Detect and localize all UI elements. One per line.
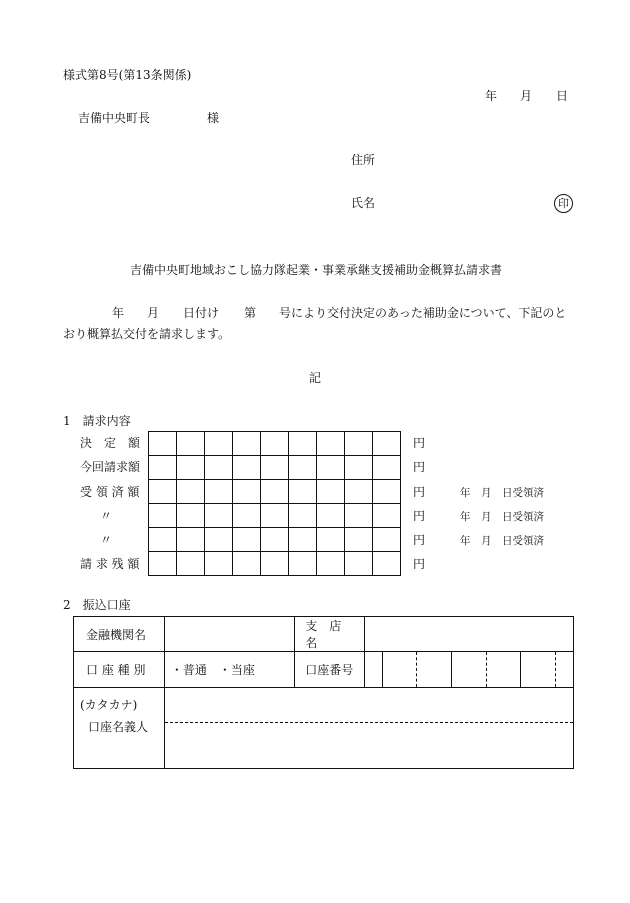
date-day: 日 xyxy=(556,89,569,103)
unit-yen: 円 xyxy=(413,436,426,450)
body-day: 日付け xyxy=(183,306,220,320)
unit-yen: 円 xyxy=(413,557,426,571)
body-year: 年 xyxy=(112,306,125,320)
holder-label-cell xyxy=(74,688,165,769)
account-type-label: 口 座 種 別 xyxy=(74,652,165,688)
amount-grid xyxy=(148,431,401,576)
received-note: 年 月 日受領済 xyxy=(460,487,544,499)
bank-table xyxy=(73,616,574,769)
row-label: 〃 xyxy=(100,509,113,523)
unit-yen: 円 xyxy=(413,509,426,523)
holder-kana-field[interactable] xyxy=(165,688,573,723)
unit-yen: 円 xyxy=(413,460,426,474)
date-month: 月 xyxy=(520,89,533,103)
address-label: 住所 xyxy=(351,153,376,167)
section2-heading: 2 振込口座 xyxy=(63,598,131,612)
account-type-options[interactable]: ・普通 ・当座 xyxy=(164,652,294,688)
bank-name-label: 金融機関名 xyxy=(74,617,165,652)
account-number-field[interactable] xyxy=(364,652,573,688)
holder-label: 口座名義人 xyxy=(88,720,149,734)
body-dai: 第 xyxy=(244,306,257,320)
date-year: 年 xyxy=(485,89,498,103)
document-title: 吉備中央町地域おこし協力隊起業・事業承継支援補助金概算払請求書 xyxy=(130,263,503,277)
body-line2: おり概算払交付を請求します。 xyxy=(63,327,231,341)
body-month: 月 xyxy=(147,306,160,320)
row-label: 受 領 済 額 xyxy=(80,485,140,499)
received-note: 年 月 日受領済 xyxy=(460,535,544,547)
account-number-label: 口座番号 xyxy=(295,652,365,688)
honorific: 様 xyxy=(207,111,220,125)
unit-yen: 円 xyxy=(413,533,426,547)
branch-field[interactable] xyxy=(364,617,573,652)
kana-label: (カタカナ) xyxy=(80,698,138,712)
bank-name-field[interactable] xyxy=(164,617,294,652)
row-label: 決 定 額 xyxy=(80,436,141,450)
row-label: 〃 xyxy=(100,533,113,547)
ki-heading: 記 xyxy=(309,371,322,385)
row-label: 今回請求額 xyxy=(80,460,141,474)
section1-heading: 1 請求内容 xyxy=(63,414,131,428)
unit-yen: 円 xyxy=(413,485,426,499)
body-line1: 号により交付決定のあった補助金について、下記のと xyxy=(279,306,567,320)
addressee: 吉備中央町長 xyxy=(78,111,151,125)
name-label: 氏名 xyxy=(351,196,376,210)
received-note: 年 月 日受領済 xyxy=(460,511,544,523)
row-label: 請 求 残 額 xyxy=(80,557,140,571)
branch-label: 支 店 名 xyxy=(295,617,365,652)
seal-mark: 印 xyxy=(554,194,573,213)
holder-field[interactable] xyxy=(164,688,573,769)
holder-name-field[interactable] xyxy=(165,723,573,768)
form-number: 様式第8号(第13条関係) xyxy=(63,68,192,82)
